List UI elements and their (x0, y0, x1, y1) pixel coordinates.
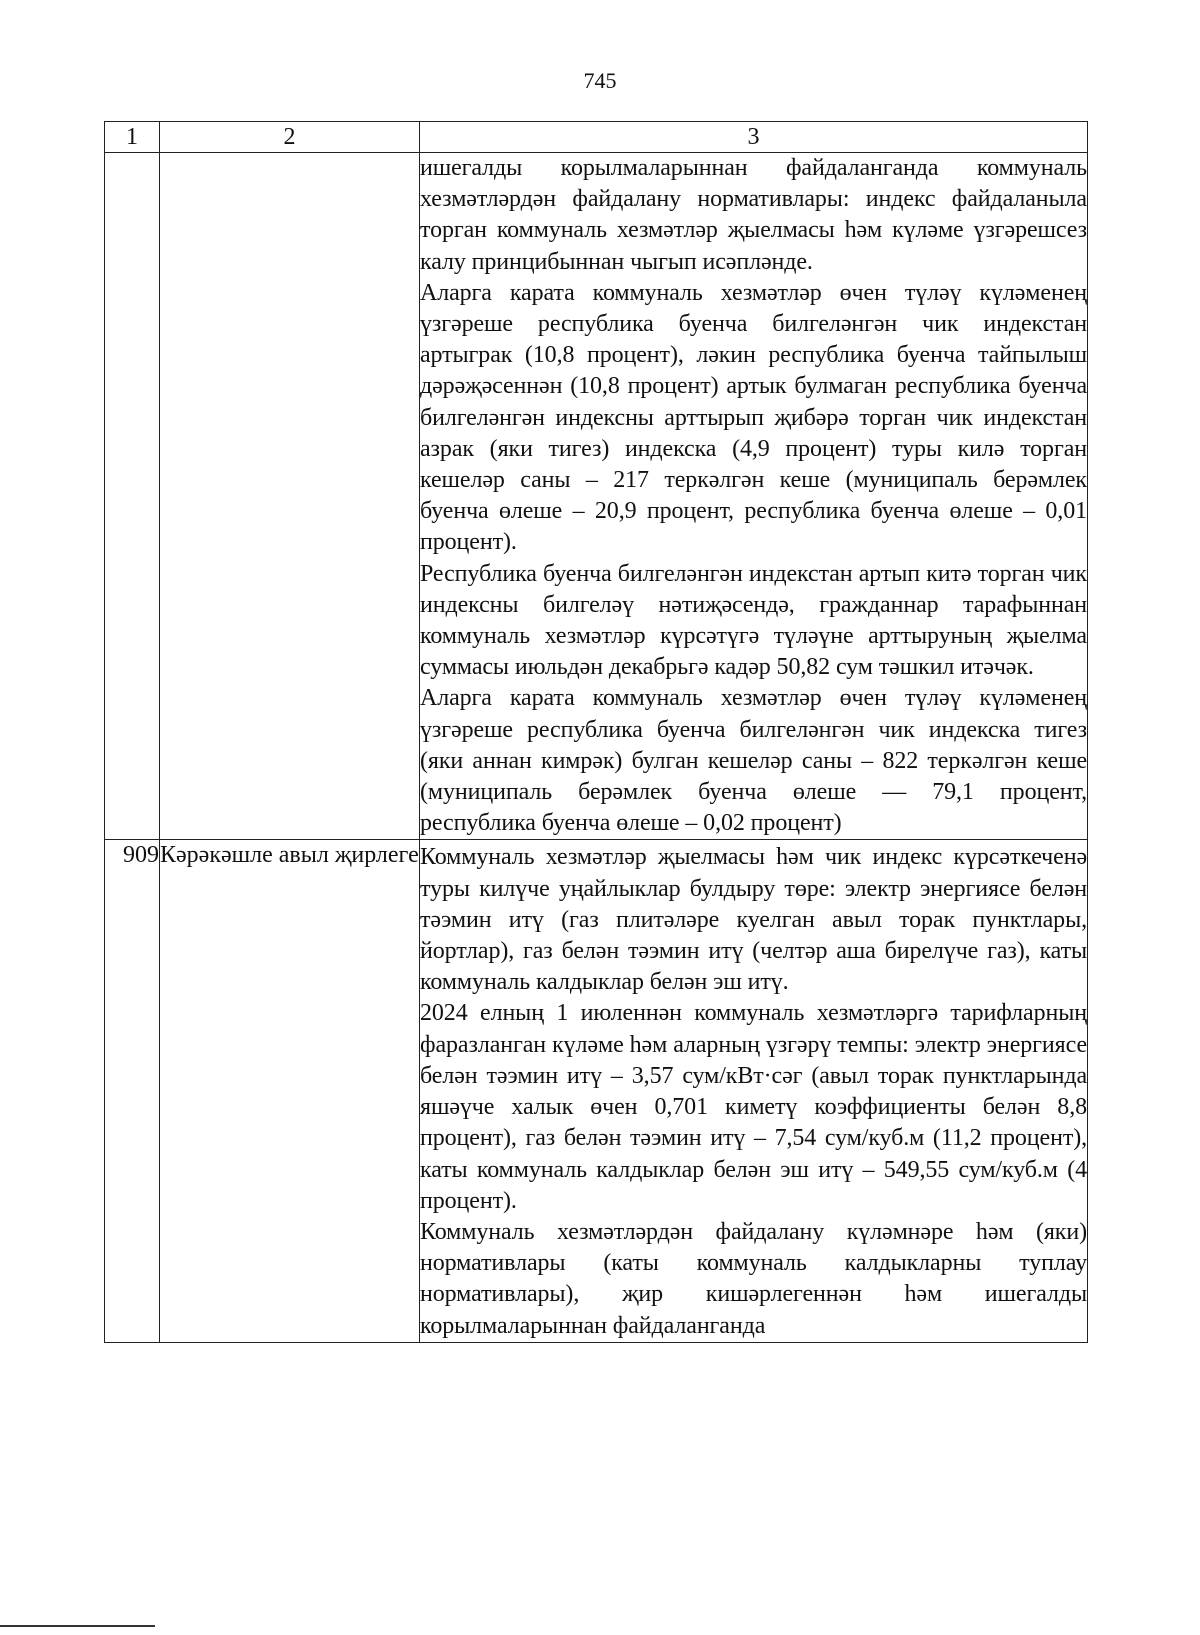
row-number-cell (105, 153, 160, 840)
description-paragraph: Коммуналь хезмәтләр җыелмасы һәм чик индекс күрсәткеченә туры килүче уңайлыклар булдыру төре: электр энергиясе белән тәэмин итү (газ плитәләре куелган авыл торак пунктлары, йортлар), газ белән тәэмин итү (челтәр аша бирелүче газ), каты коммуналь калдыклар белән эш итү. (420, 844, 1087, 996)
description-paragraph: Коммуналь хезмәтләрдән файдалану күләмнәре һәм (яки) нормативлары (каты коммуналь калдыкларны туплау нормативлары), җир кишәрлегеннән һәм ишегалды корылмаларыннан файдаланганда (420, 1218, 1087, 1339)
description-paragraph: ишегалды корылмаларыннан файдаланганда коммуналь хезмәтләрдән файдалану нормативлары: индекс файдаланыла торган коммуналь хезмәтләр җыелмасы һәм күләме үзгәрешсез калу принцибыннан чыгып исәпләнде. (420, 155, 1087, 275)
page-number: 745 (583, 68, 617, 93)
description-cell (420, 153, 1088, 840)
column-header-3: 3 (420, 122, 1088, 153)
document-table (104, 121, 1088, 1343)
table-row (105, 840, 1088, 1342)
description-paragraph: Республика буенча билгеләнгән индекстан артып китә торган чик индексны билгеләү нәтиҗәсендә, гражданнар тарафыннан коммуналь хезмәтләр күрсәтүгә түләүне арттыруның җыелма суммасы июльдән декабрьгә кадәр 50,82 сум тәшкил итәчәк. (420, 560, 1087, 681)
table-header-row (105, 122, 1088, 153)
description-paragraph: Аларга карата коммуналь хезмәтләр өчен түләү күләменең үзгәреше республика буенча билгеләнгән чик индекска тигез (яки аннан кимрәк) булган кешеләр саны – 822 теркәлгән кеше (муниципаль берәмлек буенча өлеше — 79,1 процент, республика буенча өлеше – 0,02 процент) (420, 685, 1087, 837)
row-number-cell: 909 (105, 840, 160, 1342)
description-cell (420, 840, 1088, 1342)
description-paragraph: Аларга карата коммуналь хезмәтләр өчен түләү күләменең үзгәреше республика буенча билгеләнгән чик индекстан артыграк (10,8 процент), ләкин республика буенча тайпылыш дәрәҗәсеннән (10,8 процент) артык булмаган республика буенча билгеләнгән индексны арттырып җибәрә торган чик индекстан азрак (яки тигез) индекска (4,9 процент) туры килә торган кешеләр саны – 217 теркәлгән кеше (муниципаль берәмлек буенча өлеше – 20,9 процент, республика буенча өлеше – 0,01 процент). (420, 279, 1087, 556)
description-paragraph: 2024 елның 1 июленнән коммуналь хезмәтләргә тарифларның фаразланган күләме һәм аларның үзгәрү темпы: электр энергиясе белән тәэмин итү – 3,57 сум/кВт·сәг (авыл торак пунктларында яшәүче халык өчен 0,701 киметү коэффициенты белән 8,8 процент), газ белән тәэмин итү – 7,54 сум/куб.м (11,2 процент), каты коммуналь калдыклар белән эш итү – 549,55 сум/куб.м (4 процент). (420, 1000, 1087, 1214)
column-header-1: 1 (105, 122, 160, 153)
table-row (105, 153, 1088, 840)
settlement-name-cell: Кәрәкәшле авыл җирлеге (160, 840, 420, 1342)
settlement-name-cell (160, 153, 420, 840)
footer-rule (0, 1625, 155, 1627)
column-header-2: 2 (160, 122, 420, 153)
